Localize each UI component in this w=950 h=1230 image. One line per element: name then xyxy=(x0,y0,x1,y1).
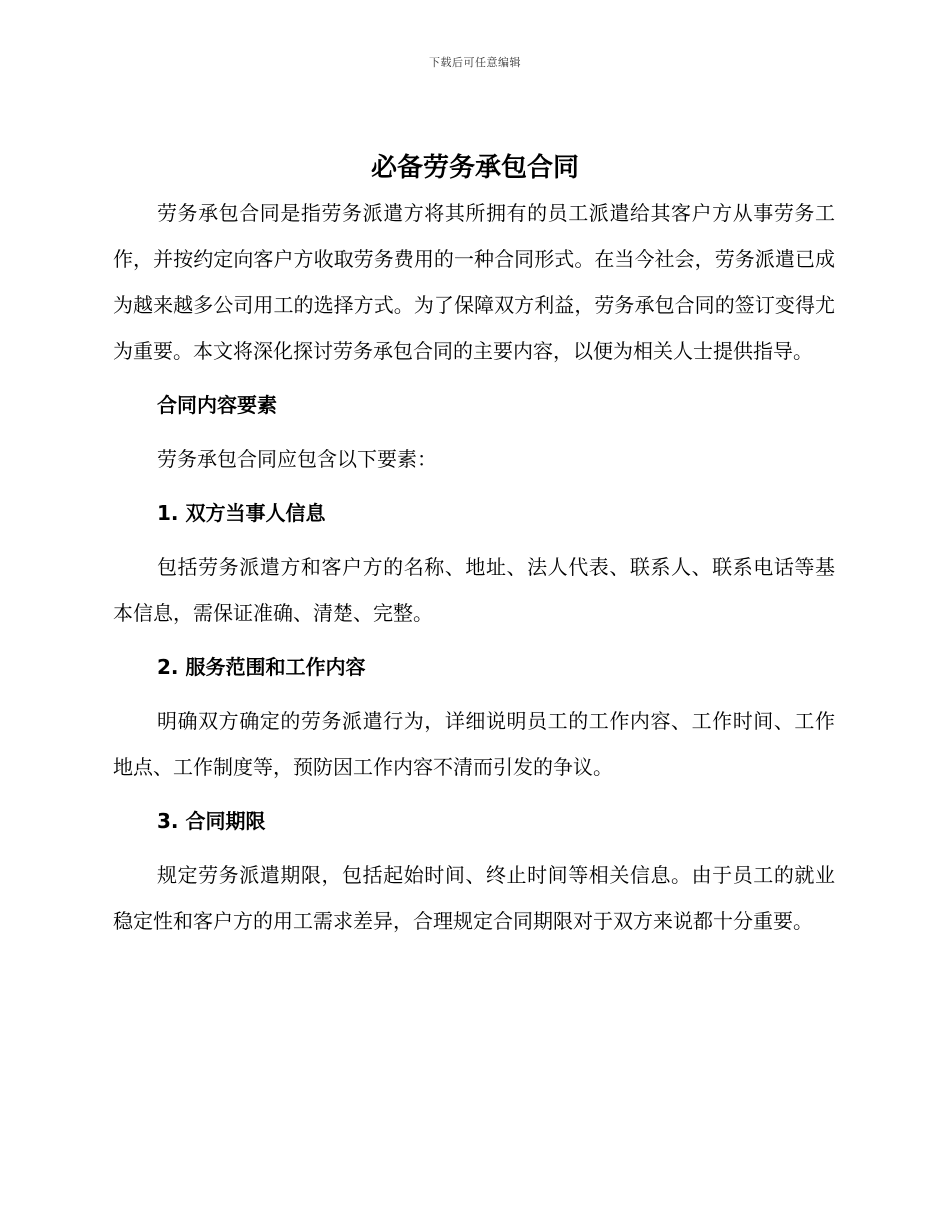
header-note: 下载后可任意编辑 xyxy=(429,56,521,69)
item-heading-3: 3. 合同期限 xyxy=(157,809,266,833)
item-body-3: 规定劳务派遣期限，包括起始时间、终止时间等相关信息。由于员工的就业稳定性和客户方的用工需求差异，合理规定合同期限对于双方来说都十分重要。 xyxy=(113,863,835,933)
item-body-1: 包括劳务派遣方和客户方的名称、地址、法人代表、联系人、联系电话等基本信息，需保证准确、清楚、完整。 xyxy=(113,555,835,625)
item-body-2: 明确双方确定的劳务派遣行为，详细说明员工的工作内容、工作时间、工作地点、工作制度等，预防因工作内容不清而引发的争议。 xyxy=(113,709,835,779)
section-lead-paragraph: 劳务承包合同应包含以下要素： xyxy=(157,447,437,471)
spacer xyxy=(113,428,835,436)
spacer xyxy=(113,844,835,852)
spacer xyxy=(113,374,835,382)
spacer xyxy=(113,536,835,544)
document-title: 必备劳务承包合同 xyxy=(370,153,579,183)
item-heading-2: 2. 服务范围和工作内容 xyxy=(157,655,366,679)
spacer xyxy=(113,790,835,798)
spacer xyxy=(113,482,835,490)
section-heading: 合同内容要素 xyxy=(157,393,277,417)
document-body xyxy=(113,190,835,944)
spacer xyxy=(113,636,835,644)
item-heading-1: 1. 双方当事人信息 xyxy=(157,501,326,525)
intro-paragraph: 劳务承包合同是指劳务派遣方将其所拥有的员工派遣给其客户方从事劳务工作，并按约定向客户方收取劳务费用的一种合同形式。在当今社会，劳务派遣已成为越来越多公司用工的选择方式。为了保障双方利益，劳务承包合同的签订变得尤为重要。本文将深化探讨劳务承包合同的主要内容，以便为相关人士提供指导。 xyxy=(113,201,835,363)
spacer xyxy=(113,690,835,698)
